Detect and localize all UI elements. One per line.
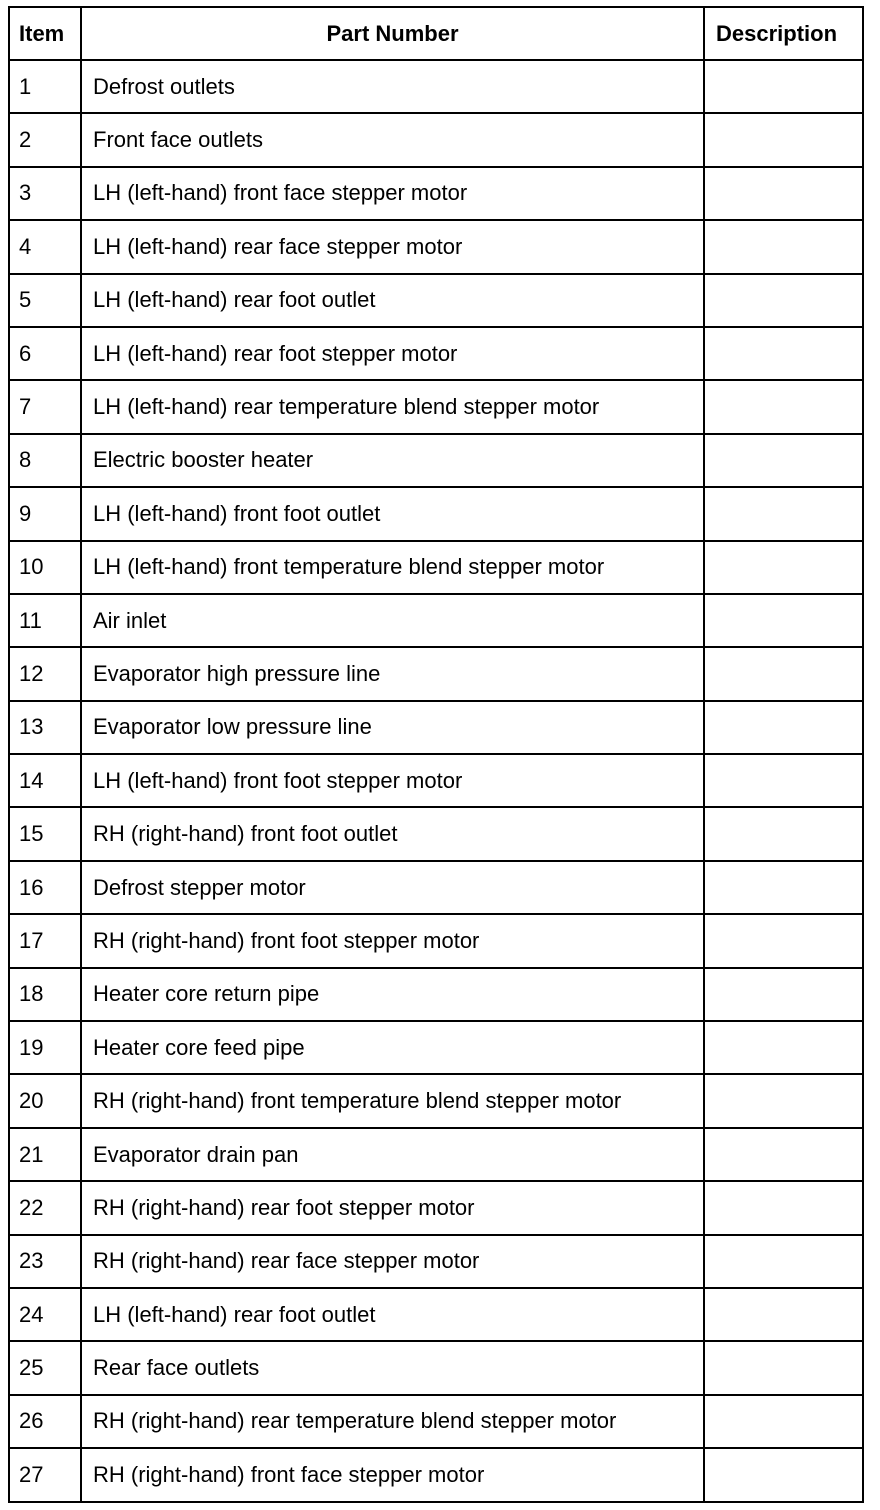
- description-cell: [704, 113, 863, 166]
- part-name: Rear face outlets: [81, 1341, 704, 1394]
- description-cell: [704, 167, 863, 220]
- part-name: Defrost stepper motor: [81, 861, 704, 914]
- item-number: 23: [9, 1235, 81, 1288]
- table-row: [9, 487, 863, 540]
- part-name: Evaporator high pressure line: [81, 647, 704, 700]
- description-cell: [704, 861, 863, 914]
- header-part-number: Part Number: [81, 7, 704, 60]
- part-name: LH (left-hand) front foot outlet: [81, 487, 704, 540]
- item-number: 14: [9, 754, 81, 807]
- item-number: 17: [9, 914, 81, 967]
- table-row: [9, 754, 863, 807]
- item-number: 4: [9, 220, 81, 273]
- table-row: [9, 1341, 863, 1394]
- item-number: 10: [9, 541, 81, 594]
- description-cell: [704, 754, 863, 807]
- item-number: 5: [9, 274, 81, 327]
- description-cell: [704, 807, 863, 860]
- description-cell: [704, 1341, 863, 1394]
- part-name: LH (left-hand) rear face stepper motor: [81, 220, 704, 273]
- part-name: LH (left-hand) front temperature blend stepper motor: [81, 541, 704, 594]
- part-name: Defrost outlets: [81, 60, 704, 113]
- part-name: Heater core return pipe: [81, 968, 704, 1021]
- item-number: 25: [9, 1341, 81, 1394]
- part-name: LH (left-hand) rear foot outlet: [81, 274, 704, 327]
- item-number: 27: [9, 1448, 81, 1501]
- header-description: Description: [704, 7, 863, 60]
- item-number: 3: [9, 167, 81, 220]
- item-number: 1: [9, 60, 81, 113]
- part-name: Front face outlets: [81, 113, 704, 166]
- description-cell: [704, 914, 863, 967]
- item-number: 20: [9, 1074, 81, 1127]
- table-row: [9, 861, 863, 914]
- item-number: 6: [9, 327, 81, 380]
- table-row: [9, 914, 863, 967]
- table-row: [9, 1288, 863, 1341]
- part-name: RH (right-hand) rear foot stepper motor: [81, 1181, 704, 1234]
- part-name: LH (left-hand) rear temperature blend stepper motor: [81, 380, 704, 433]
- table-row: [9, 541, 863, 594]
- table-row: [9, 594, 863, 647]
- description-cell: [704, 1395, 863, 1448]
- table-row: [9, 1181, 863, 1234]
- table-row: [9, 380, 863, 433]
- part-name: RH (right-hand) rear temperature blend stepper motor: [81, 1395, 704, 1448]
- item-number: 8: [9, 434, 81, 487]
- description-cell: [704, 1288, 863, 1341]
- table-row: [9, 1128, 863, 1181]
- table-row: [9, 1021, 863, 1074]
- table-row: [9, 807, 863, 860]
- part-name: Electric booster heater: [81, 434, 704, 487]
- item-number: 2: [9, 113, 81, 166]
- item-number: 18: [9, 968, 81, 1021]
- description-cell: [704, 60, 863, 113]
- table-row: [9, 1395, 863, 1448]
- table-row: [9, 647, 863, 700]
- table-row: [9, 1235, 863, 1288]
- table-body: [9, 60, 863, 1502]
- table-row: [9, 113, 863, 166]
- table-row: [9, 327, 863, 380]
- description-cell: [704, 380, 863, 433]
- header-row: [9, 7, 863, 60]
- part-name: LH (left-hand) front foot stepper motor: [81, 754, 704, 807]
- table-row: [9, 1448, 863, 1501]
- description-cell: [704, 594, 863, 647]
- description-cell: [704, 327, 863, 380]
- description-cell: [704, 541, 863, 594]
- part-name: Air inlet: [81, 594, 704, 647]
- item-number: 15: [9, 807, 81, 860]
- part-name: RH (right-hand) front foot outlet: [81, 807, 704, 860]
- description-cell: [704, 647, 863, 700]
- table-row: [9, 220, 863, 273]
- part-name: RH (right-hand) rear face stepper motor: [81, 1235, 704, 1288]
- table-header: [9, 7, 863, 60]
- item-number: 11: [9, 594, 81, 647]
- part-name: LH (left-hand) front face stepper motor: [81, 167, 704, 220]
- item-number: 12: [9, 647, 81, 700]
- item-number: 21: [9, 1128, 81, 1181]
- description-cell: [704, 1235, 863, 1288]
- parts-table: [8, 6, 864, 1503]
- table-row: [9, 167, 863, 220]
- part-name: Evaporator drain pan: [81, 1128, 704, 1181]
- part-name: RH (right-hand) front face stepper motor: [81, 1448, 704, 1501]
- item-number: 22: [9, 1181, 81, 1234]
- description-cell: [704, 434, 863, 487]
- table-row: [9, 434, 863, 487]
- table-row: [9, 60, 863, 113]
- part-name: LH (left-hand) rear foot outlet: [81, 1288, 704, 1341]
- table-row: [9, 274, 863, 327]
- item-number: 13: [9, 701, 81, 754]
- table-row: [9, 968, 863, 1021]
- item-number: 16: [9, 861, 81, 914]
- header-item: Item: [9, 7, 81, 60]
- item-number: 19: [9, 1021, 81, 1074]
- description-cell: [704, 274, 863, 327]
- description-cell: [704, 1181, 863, 1234]
- description-cell: [704, 1448, 863, 1501]
- description-cell: [704, 220, 863, 273]
- part-name: LH (left-hand) rear foot stepper motor: [81, 327, 704, 380]
- table-row: [9, 701, 863, 754]
- part-name: Evaporator low pressure line: [81, 701, 704, 754]
- item-number: 7: [9, 380, 81, 433]
- description-cell: [704, 487, 863, 540]
- description-cell: [704, 1074, 863, 1127]
- part-name: RH (right-hand) front temperature blend stepper motor: [81, 1074, 704, 1127]
- item-number: 24: [9, 1288, 81, 1341]
- description-cell: [704, 1021, 863, 1074]
- part-name: Heater core feed pipe: [81, 1021, 704, 1074]
- description-cell: [704, 701, 863, 754]
- description-cell: [704, 1128, 863, 1181]
- part-name: RH (right-hand) front foot stepper motor: [81, 914, 704, 967]
- table-row: [9, 1074, 863, 1127]
- item-number: 26: [9, 1395, 81, 1448]
- item-number: 9: [9, 487, 81, 540]
- description-cell: [704, 968, 863, 1021]
